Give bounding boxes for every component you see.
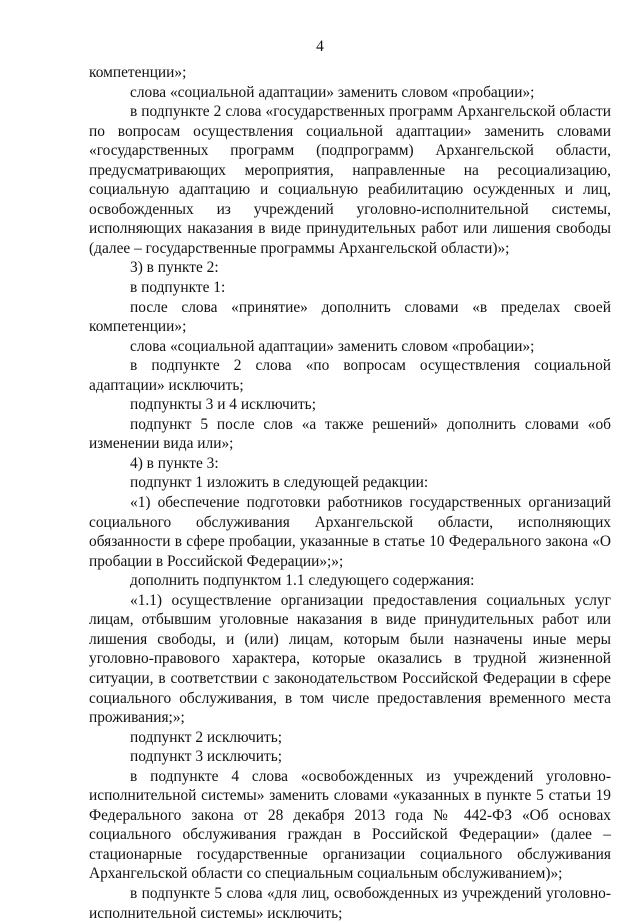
paragraph: в подпункте 1: xyxy=(130,279,226,297)
paragraph: компетенции»; xyxy=(89,64,187,81)
document-body xyxy=(89,63,611,923)
paragraph: подпункт 2 исключить; xyxy=(130,728,283,746)
paragraph: подпункты 3 и 4 исключить; xyxy=(130,396,316,414)
paragraph: дополнить подпунктом 1.1 следующего содержания: xyxy=(130,572,475,590)
paragraph: в подпункте 2 слова «по вопросам осуществления социальной адаптации» исключить; xyxy=(89,357,611,394)
paragraph: в подпункте 5 слова «для лиц, освобожденных из учреждений уголовно-исполнительной системы» исключить; xyxy=(89,884,611,922)
paragraph: 3) в пункте 2: xyxy=(130,259,219,277)
paragraph: после слова «принятие» дополнить словами «в пределах своей компетенции»; xyxy=(89,298,611,336)
paragraph: подпункт 5 после слов «а также решений» дополнить словами «об изменении вида или»; xyxy=(89,415,611,453)
paragraph: в подпункте 4 слова «освобожденных из учреждений уголовно-исполнительной системы» заменить словами «указанных в пункте 5 статьи 19 Федерального закона от 28 декабря 2013 года № 442-ФЗ «Об основах социального обслуживания граждан в Российской Федерации» (далее – стационарные государственные организации социального обслуживания Архангельской области со специальным социальным обслуживанием)»; xyxy=(89,767,611,883)
paragraph: 4) в пункте 3: xyxy=(130,454,219,472)
paragraph: слова «социальной адаптации» заменить словом «пробации»; xyxy=(130,337,535,355)
paragraph: подпункт 3 исключить; xyxy=(130,748,283,766)
paragraph: «1.1) осуществление организации предоставления социальных услуг лицам, отбывшим уголовные наказания в виде принудительных работ или лишения свободы, и (или) лицам, которым были назначены иные меры уголовно-правового характера, которые оказались в трудной жизненной ситуации, в соответствии с законодательством Российской Федерации в сфере социального обслуживания, в том числе предоставления временного места проживания;»; xyxy=(89,591,611,727)
paragraph: подпункт 1 изложить в следующей редакции: xyxy=(130,474,429,492)
paragraph: «1) обеспечение подготовки работников государственных организаций социального обслуживания Архангельской области, исполняющих обязанности в сфере пробации, указанные в статье 10 Федерального закона «О пробации в Российской Федерации»;»; xyxy=(89,494,611,570)
paragraph: в подпункте 2 слова «государственных программ Архангельской области по вопросам осуществления социальной адаптации» заменить словами «государственных программ (подпрограмм) Архангельской области, предусматривающих мероприятия, направленные на ресоциализацию, социальную адаптацию и социальную реабилитацию осужденных и лиц, освобожденных из учреждений уголовно-исполнительной системы, исполняющих наказания в виде принудительных работ или лишения свободы (далее – государственные программы Архангельской области)»; xyxy=(89,103,611,257)
page-number: 4 xyxy=(316,38,324,55)
paragraph: слова «социальной адаптации» заменить словом «пробации»; xyxy=(130,83,535,101)
